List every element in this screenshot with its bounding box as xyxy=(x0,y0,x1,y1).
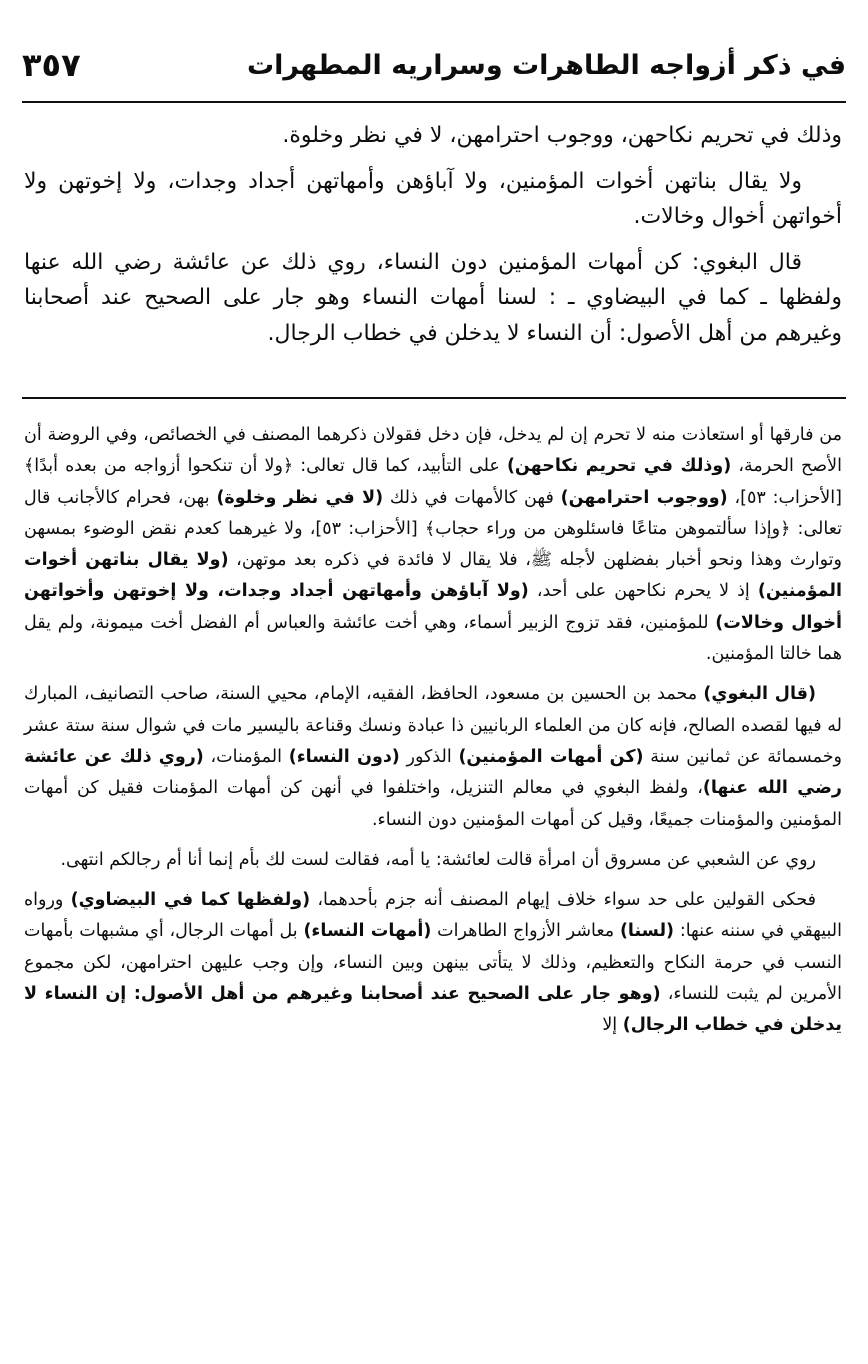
quoted-matn-phrase: (أمهات النساء) xyxy=(303,921,432,942)
commentary-paragraph xyxy=(24,845,842,876)
quoted-matn-phrase: (ولا يقال بناتهن أخوات المؤمنين) xyxy=(24,550,842,602)
quoted-matn-phrase: (ولفظها كما في البيضاوي) xyxy=(70,890,311,911)
quoted-matn-phrase: (لا في نظر وخلوة) xyxy=(216,487,384,508)
commentary-text: على التأبيد، كما قال تعالى: ﴿ولا أن تنكحوا أزواجه من بعده أبدًا﴾ [الأحزاب: ٥٣]، xyxy=(24,456,842,508)
commentary-text: من فارقها أو استعاذت منه لا تحرم إن لم يدخل، فإن دخل فقولان ذكرهما المصنف في الخصائص، وفي الروضة أن الأصح الحرمة، xyxy=(24,425,842,477)
quoted-matn-phrase: (ووجوب احترامهن) xyxy=(560,487,728,508)
quoted-matn-phrase: (قال البغوي) xyxy=(703,684,816,705)
main-paragraph: قال البغوي: كن أمهات المؤمنين دون النساء، روي ذلك عن عائشة رضي الله عنها ولفظها ـ كما في البيضاوي ـ : لسنا أمهات النساء وهو جار على الصحيح عند أصحابنا وغيرهم من أهل الأصول: أن النساء لا يدخلن في خطاب الرجال. xyxy=(24,249,842,346)
commentary-divider xyxy=(22,397,846,399)
quoted-matn-phrase: (كن أمهات المؤمنين) xyxy=(458,746,644,767)
commentary-paragraph xyxy=(24,885,842,1041)
commentary-text: فحكى القولين على حد سواء خلاف إيهام المصنف أنه جزم بأحدهما، xyxy=(310,890,816,911)
running-title: في ذكر أزواجه الطاهرات وسراريه المطهرات xyxy=(247,49,846,81)
commentary-text: بل أمهات الرجال، أي مشبهات بأمهات النسب في حرمة النكاح والتعظيم، وذلك لا يتأتى بينهن وبين النساء، وإن وجب عليهن احترامهن، لكن مجموع الأمرين لم يثبت للنساء، xyxy=(24,921,843,1005)
commentary-text: روي عن الشعبي عن مسروق أن امرأة قالت لعائشة: يا أمه، فقالت لست لك بأم إنما أنا أم رجالكم انتهى. xyxy=(60,849,816,870)
quoted-matn-phrase: (روي ذلك عن عائشة رضي الله عنها) xyxy=(24,746,843,799)
commentary-paragraph xyxy=(24,420,842,670)
commentary-text: المؤمنات، xyxy=(203,746,289,767)
commentary-text: الذكور xyxy=(399,746,459,767)
quoted-matn-phrase: (لسنا) xyxy=(619,921,675,942)
commentary-block xyxy=(24,420,842,1350)
commentary-text: ، ولفظ البغوي في معالم التنزيل، واختلفوا في أنهن كن أمهات المؤمنات فقيل كن أمهات المؤمنين والمؤمنات جميعًا، وقيل كن أمهات المؤمنين دون النساء. xyxy=(24,778,842,830)
commentary-text: محمد بن الحسين بن مسعود، الحافظ، الفقيه، الإمام، محيي السنة، صاحب التصانيف، المبارك له فيها لقصده الصالح، فإنه كان من العلماء الربانيين ذا عبادة ونسك وقناعة باليسير مات في شوال سنة ستة عشر وخمسمائة عن ثمانين سنة xyxy=(24,684,843,767)
commentary-text: بهن، فحرام كالأجانب قال تعالى: ﴿وإذا سألتموهن متاعًا فاسئلوهن من وراء حجاب﴾ [الأحزاب: ٥٣]، ولا غيرهما كعدم نقض الوضوء بمسهن وتوارث وهذا ونحو أخبار بفضلهن لأجله ﷺ، فلا يقال لا فائدة في ذكره بعد موتهن، xyxy=(24,487,843,571)
page-header xyxy=(22,34,846,96)
commentary-text: إذ لا يحرم نكاحهن على أحد، xyxy=(528,581,758,602)
main-text-block xyxy=(24,118,842,390)
commentary-text: فهن كالأمهات في ذلك xyxy=(383,487,561,508)
commentary-text: إلا xyxy=(602,1015,623,1036)
main-paragraph: وذلك في تحريم نكاحهن، ووجوب احترامهن، لا في نظر وخلوة. xyxy=(282,123,842,148)
quoted-matn-phrase: (وذلك في تحريم نكاحهن) xyxy=(506,456,732,477)
commentary-text: للمؤمنين، فقد تزوج الزبير أسماء، وهي أخت عائشة والعباس أم الفضل أخت ميمونة، ولم يقل هما خالتا المؤمنين. xyxy=(24,612,842,665)
quoted-matn-phrase: (وهو جار على الصحيح عند أصحابنا وغيرهم من أهل الأصول: إن النساء لا يدخلن في خطاب الرجال) xyxy=(24,984,842,1036)
main-paragraph: ولا يقال بناتهن أخوات المؤمنين، ولا آباؤهن وأمهاتهن أجداد وجدات، ولا إخوتهن ولا أخواتهن أخوال وخالات. xyxy=(24,168,842,229)
commentary-paragraph xyxy=(24,679,842,835)
quoted-matn-phrase: (دون النساء) xyxy=(288,746,400,767)
page-number: ٣٥٧ xyxy=(22,46,81,84)
commentary-text: معاشر الأزواج الطاهرات xyxy=(431,921,620,942)
commentary-text: ورواه البيهقي في سننه عنها: xyxy=(24,890,842,942)
quoted-matn-phrase: (ولا آباؤهن وأمهاتهن أجداد وجدات، ولا إخوتهن وأخواتهن أخوال وخالات) xyxy=(24,581,842,633)
header-divider xyxy=(22,101,846,103)
